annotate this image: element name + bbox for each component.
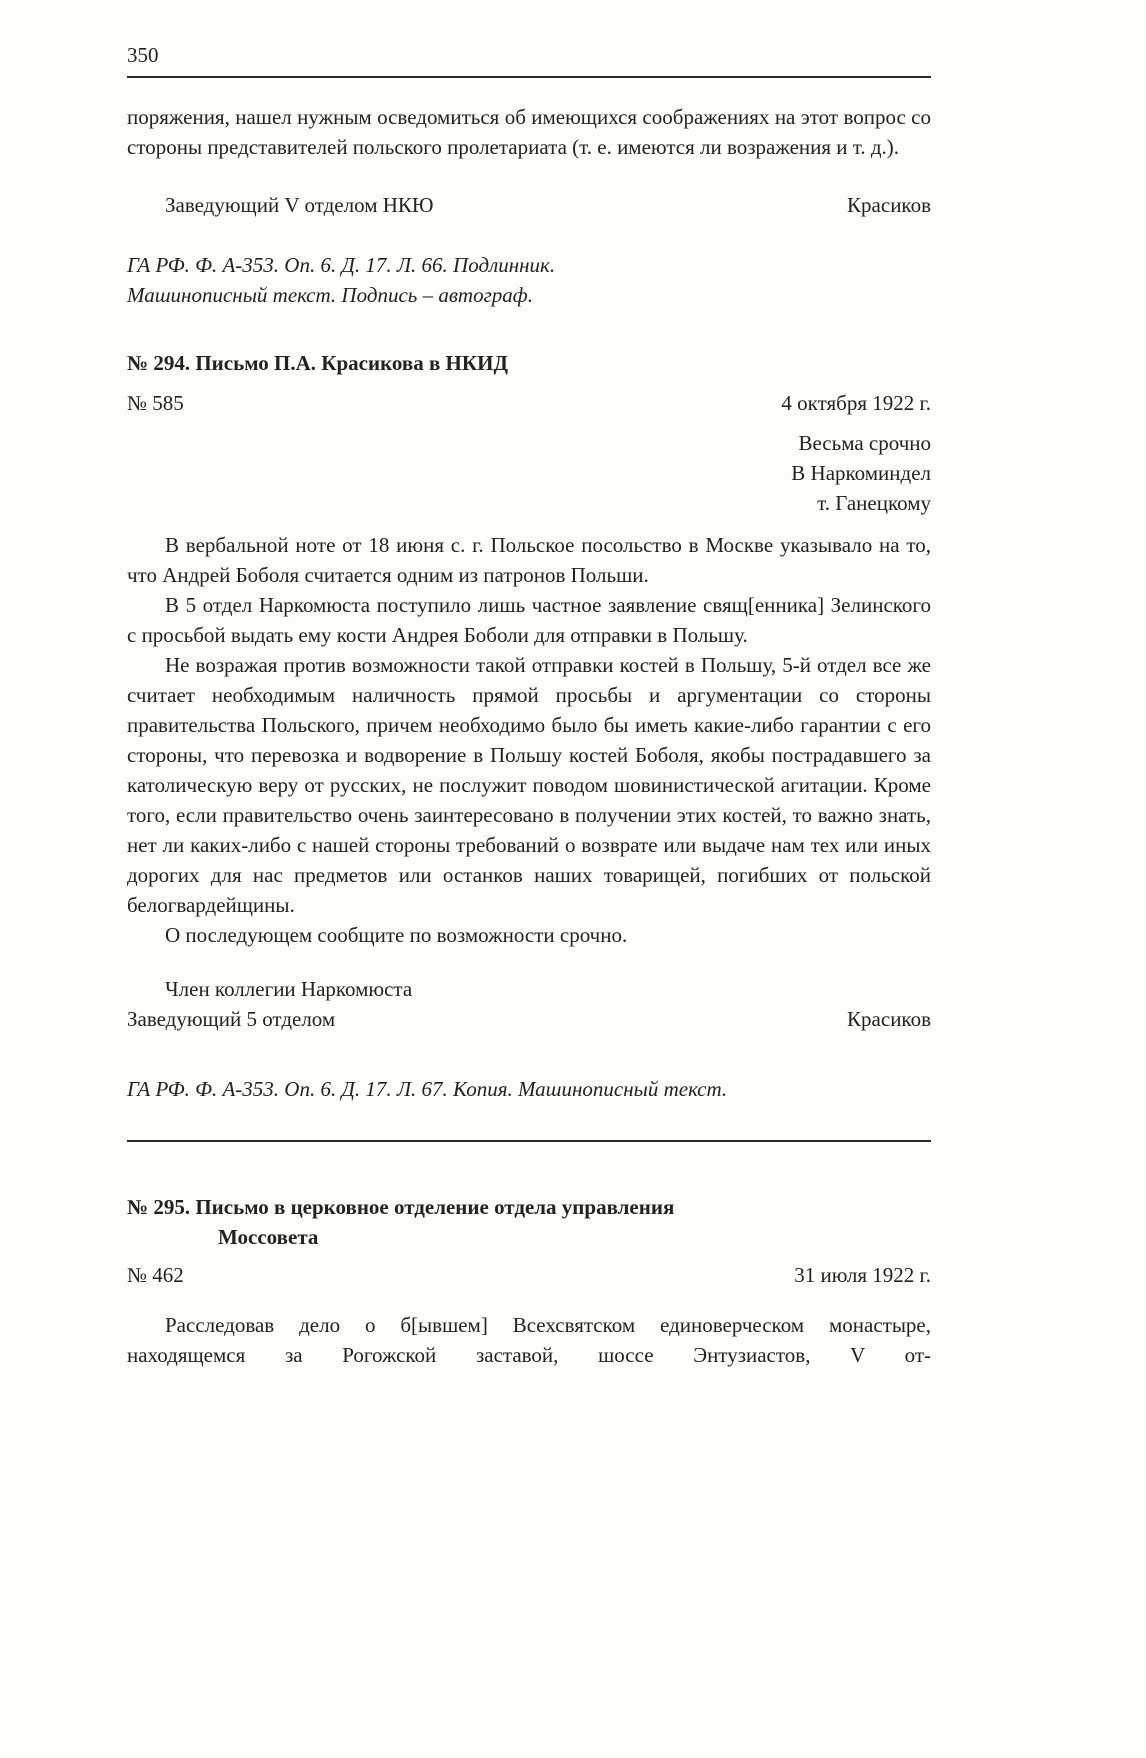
signature-name: Красиков: [847, 193, 931, 217]
continuation-paragraph: поряжения, нашел нужным осведомиться об имеющихся соображениях на этот вопрос со стороны представителей польского пролетариата (т. е. имеются ли возражения и т. д.).: [127, 105, 931, 159]
document-body: [127, 530, 931, 950]
archival-source-line: Машинописный текст. Подпись – автограф.: [127, 283, 533, 307]
document-295: [127, 1192, 931, 1370]
body-paragraph: Расследовав дело о б[ывшем] Всехсвятском единоверческом монастыре, находящемся за Рогожской заставой, шоссе Энтузиастов, V от-: [127, 1313, 931, 1367]
archival-source: [127, 1074, 931, 1104]
body-paragraph: Не возражая против возможности такой отправки костей в Польшу, 5-й отдел все же считает необходимым наличность прямой просьбы и аргументации со стороны правительства Польского, причем необходимо было бы иметь какие-либо гарантии с его стороны, что перевозка и водворение в Польшу костей Боболя, якобы пострадавшего за католическую веру от русских, не послужит поводом шовинистической агитации. Кроме того, если правительство очень заинтересовано в получении этих костей, то важно знать, нет ли каких-либо с нашей стороны требований о возврате или выдаче нам тех или иных дорогих для нас предметов или останков наших товарищей, погибших от польской белогвардейщины.: [127, 653, 931, 917]
body-paragraph: О последующем сообщите по возможности срочно.: [165, 923, 628, 947]
signature-block: [127, 974, 931, 1034]
document-heading-line: № 295. Письмо в церковное отделение отдела управления: [127, 1195, 675, 1219]
page-number: 350: [127, 43, 159, 67]
section-divider-rule: [127, 1140, 931, 1142]
signature-row: [127, 1004, 931, 1034]
document-number: № 462: [127, 1263, 184, 1287]
document-heading: № 294. Письмо П.А. Красикова в НКИД: [127, 351, 508, 375]
body-paragraph: В 5 отдел Наркомюста поступило лишь частное заявление свящ[енника] Зелинского с просьбой выдать ему кости Андрея Боболи для отправки в Польшу.: [127, 593, 931, 647]
body-paragraph: В вербальной ноте от 18 июня с. г. Польское посольство в Москве указывало на то, что Андрей Боболя считается одним из патронов Польши.: [127, 533, 931, 587]
signature-position: Заведующий 5 отделом: [127, 1007, 336, 1031]
document-body: [127, 1310, 931, 1370]
header-rule: [127, 76, 931, 78]
document-number: № 585: [127, 391, 184, 415]
signature-position: Член коллегии Наркомюста: [165, 977, 413, 1001]
document-heading-line: Моссовета: [218, 1225, 319, 1249]
addressee-organization: В Наркоминдел: [791, 461, 931, 485]
document-date: 4 октября 1922 г.: [781, 391, 931, 415]
previous-document-continuation: [127, 102, 931, 310]
archival-source: [127, 250, 931, 310]
archival-source-line: ГА РФ. Ф. А-353. Оп. 6. Д. 17. Л. 66. Подлинник.: [127, 253, 556, 277]
signature-row: [127, 190, 931, 220]
signature-position: Заведующий V отделом НКЮ: [165, 193, 434, 217]
signature-name: Красиков: [847, 1007, 931, 1031]
addressee-block: [127, 428, 931, 518]
number-date-row: [127, 1260, 931, 1290]
urgency-note: Весьма срочно: [798, 431, 931, 455]
archival-source-line: ГА РФ. Ф. А-353. Оп. 6. Д. 17. Л. 67. Копия. Машинописный текст.: [127, 1077, 728, 1101]
addressee-person: т. Ганецкому: [817, 491, 931, 515]
document-294: [127, 348, 931, 1104]
number-date-row: [127, 388, 931, 418]
document-heading: [127, 1192, 931, 1252]
document-date: 31 июля 1922 г.: [794, 1263, 931, 1287]
